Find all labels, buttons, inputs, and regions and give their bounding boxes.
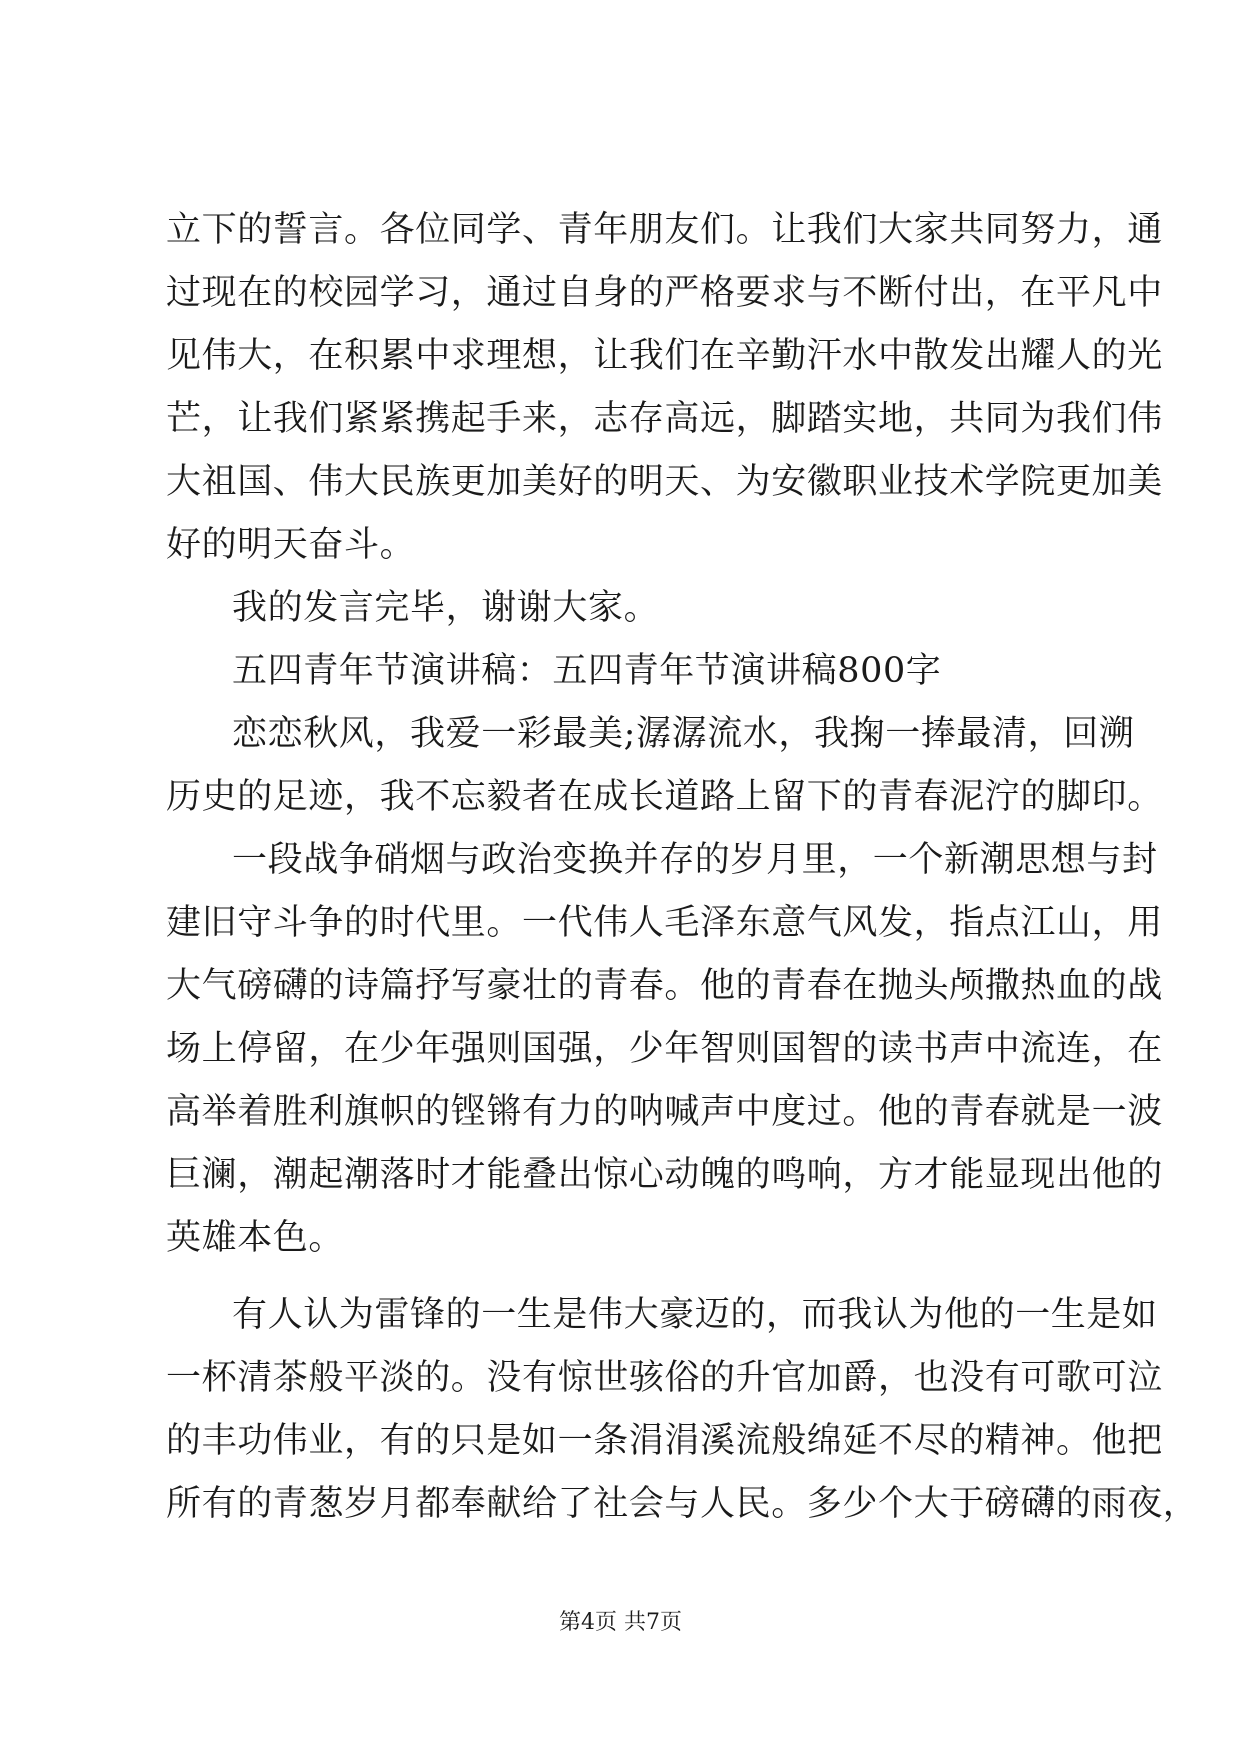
text-line: 大祖国、伟大民族更加美好的明天、为安徽职业技术学院更加美 [166, 462, 1163, 502]
text-line: 恋恋秋风，我爱一彩最美;潺潺流水，我掬一捧最清，回溯 [232, 714, 1135, 754]
text-line: 好的明天奋斗。 [166, 525, 416, 565]
text-line: 过现在的校园学习，通过自身的严格要求与不断付出，在平凡中 [166, 273, 1163, 313]
text-line: 大气磅礴的诗篇抒写豪壮的青春。他的青春在抛头颅撒热血的战 [166, 966, 1163, 1006]
text-line: 巨澜，潮起潮落时才能叠出惊心动魄的鸣响，方才能显现出他的 [166, 1155, 1163, 1195]
text-line: 有人认为雷锋的一生是伟大豪迈的，而我认为他的一生是如 [232, 1295, 1158, 1335]
text-line: 一杯清茶般平淡的。没有惊世骇俗的升官加爵，也没有可歌可泣 [166, 1358, 1163, 1398]
text-line: 芒，让我们紧紧携起手来，志存高远，脚踏实地，共同为我们伟 [166, 399, 1163, 439]
text-line: 的丰功伟业，有的只是如一条涓涓溪流般绵延不尽的精神。他把 [166, 1421, 1163, 1461]
section-heading: 五四青年节演讲稿：五四青年节演讲稿800字 [232, 651, 942, 691]
text-line: 历史的足迹，我不忘毅者在成长道路上留下的青春泥泞的脚印。 [166, 777, 1163, 817]
page-footer: 第4页 共7页 [559, 1610, 682, 1635]
text-line: 我的发言完毕，谢谢大家。 [232, 588, 660, 628]
text-line: 建旧守斗争的时代里。一代伟人毛泽东意气风发，指点江山，用 [166, 903, 1163, 943]
text-line: 高举着胜利旗帜的铿锵有力的呐喊声中度过。他的青春就是一波 [166, 1092, 1163, 1132]
text-line: 立下的誓言。各位同学、青年朋友们。让我们大家共同努力，通 [166, 210, 1163, 250]
text-line: 英雄本色。 [166, 1218, 345, 1258]
text-line: 所有的青葱岁月都奉献给了社会与人民。多少个大于磅礴的雨夜， [166, 1484, 1199, 1524]
text-line: 场上停留，在少年强则国强，少年智则国智的读书声中流连，在 [166, 1029, 1163, 1069]
text-line: 一段战争硝烟与政治变换并存的岁月里，一个新潮思想与封 [232, 840, 1158, 880]
text-line: 见伟大，在积累中求理想，让我们在辛勤汗水中散发出耀人的光 [166, 336, 1163, 376]
